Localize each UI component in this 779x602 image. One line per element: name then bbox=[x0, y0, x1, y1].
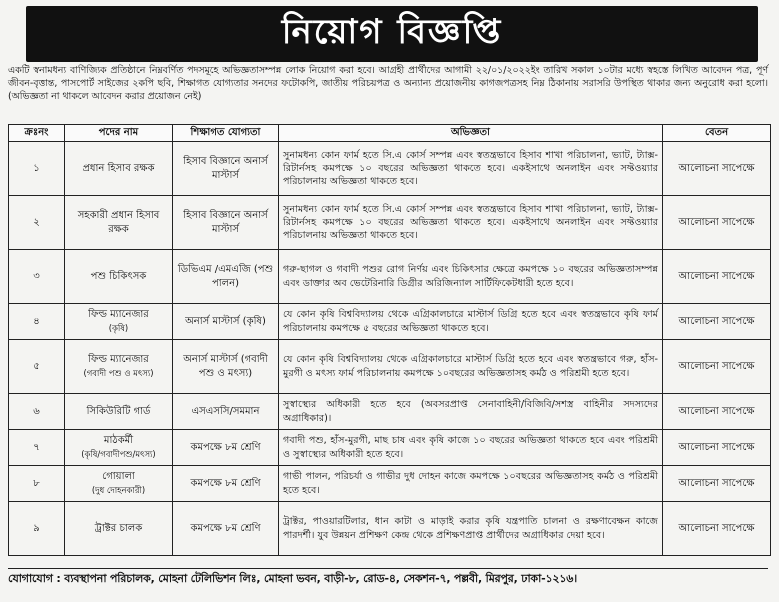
post-subtitle: (গবাদী পশু ও মৎস্য) bbox=[83, 367, 154, 378]
row-salary: আলোচনা সাপেক্ষে bbox=[663, 394, 771, 430]
row-experience: গাভী পালন, পরিচর্যা ও গাভীর দুধ দোহন কাজে কমপক্ষে ১০বছরের অভিজ্ঞতাসহ কর্মঠ ও পরিশ্রমী হতে হবে। bbox=[279, 466, 663, 502]
row-education: কমপক্ষে ৮ম শ্রেণি bbox=[173, 502, 279, 556]
contact-footer: যোগাযোগ : ব্যবস্থাপনা পরিচালক, মোহনা টেলিভিশন লিঃ, মোহনা ভবন, বাড়ী-৮, রোড-৪, সেকশন-৭, পল্লবী, মিরপুর, ঢাকা-১২১৬। bbox=[8, 568, 768, 589]
table-row bbox=[9, 394, 771, 430]
table-row bbox=[9, 142, 771, 196]
post-name: পশু চিকিৎসক bbox=[90, 270, 147, 282]
row-experience: গবাদী পশু, হাঁস-মুরগী, মাছ চাষ এবং কৃষি কাজে ১০ বছরের অভিজ্ঞতা থাকতে হবে এবং পরিশ্রমী ও সুস্বাস্থ্যের অধিকারী হতে হবে। bbox=[279, 430, 663, 466]
table-row bbox=[9, 250, 771, 304]
table-row bbox=[9, 304, 771, 340]
row-education: অনার্স মাস্টার্স (কৃষি) bbox=[173, 304, 279, 340]
row-post bbox=[65, 142, 173, 196]
header-education: শিক্ষাগত যোগ্যতা bbox=[173, 125, 279, 142]
row-education: হিসাব বিজ্ঞানে অনার্স মাস্টার্স bbox=[173, 196, 279, 250]
table-row bbox=[9, 466, 771, 502]
jobs-table bbox=[8, 124, 771, 556]
row-serial: ৩ bbox=[9, 250, 65, 304]
row-salary: আলোচনা সাপেক্ষে bbox=[663, 142, 771, 196]
post-name: প্রধান হিসাব রক্ষক bbox=[82, 162, 155, 174]
row-post bbox=[65, 430, 173, 466]
job-circular bbox=[4, 2, 775, 598]
row-education: ডিভিএম /এমএজি (পশু পালন) bbox=[173, 250, 279, 304]
header-serial: ক্রঃনং bbox=[9, 125, 65, 142]
row-serial: ১ bbox=[9, 142, 65, 196]
post-subtitle: (কৃষি) bbox=[108, 322, 129, 333]
row-salary: আলোচনা সাপেক্ষে bbox=[663, 304, 771, 340]
row-salary: আলোচনা সাপেক্ষে bbox=[663, 250, 771, 304]
table-row bbox=[9, 340, 771, 394]
post-name: মাঠকর্মী bbox=[103, 435, 134, 446]
row-education: কমপক্ষে ৮ম শ্রেণি bbox=[173, 466, 279, 502]
row-serial: ৮ bbox=[9, 466, 65, 502]
row-experience: সুনামধন্য কোন ফার্ম হতে সি.এ কোর্স সম্পন্ন এবং স্বতন্ত্রভাবে হিসাব শাখা পরিচালনা, ভ্যাট, ট্যাক্স-রিটার্নসহ কমপক্ষে ১০ বছরের অভিজ্ঞতা থাকতে হবে। একইসাথে অনলাইন এবং সফ্টওয়্যার পরিচালনায় অভিজ্ঞতা থাকতে হবে। bbox=[279, 196, 663, 250]
row-salary: আলোচনা সাপেক্ষে bbox=[663, 430, 771, 466]
header-salary: বেতন bbox=[663, 125, 771, 142]
row-salary: আলোচনা সাপেক্ষে bbox=[663, 502, 771, 556]
post-subtitle: (দুধ দোহনকারী) bbox=[91, 484, 146, 495]
row-education: এসএসসি/সমমান bbox=[173, 394, 279, 430]
row-serial: ৭ bbox=[9, 430, 65, 466]
row-experience: যে কোন কৃষি বিশ্ববিদ্যালয় থেকে এগ্রিকালচারে মাস্টার্স ডিগ্রি হতে হবে এবং স্বতন্ত্রভাবে গরু, হাঁস-মুরগী ও মৎস্য ফার্ম পরিচালনায় কমপক্ষে ১০বছরের অভিজ্ঞতাসহ কর্মঠ ও পরিশ্রমী হতে হবে। bbox=[279, 340, 663, 394]
row-education: কমপক্ষে ৮ম শ্রেণি bbox=[173, 430, 279, 466]
header-experience: অভিজ্ঞতা bbox=[279, 125, 663, 142]
row-post bbox=[65, 502, 173, 556]
table-row bbox=[9, 196, 771, 250]
row-serial: ২ bbox=[9, 196, 65, 250]
row-post bbox=[65, 250, 173, 304]
row-post bbox=[65, 304, 173, 340]
row-education: হিসাব বিজ্ঞানে অনার্স মাস্টার্স bbox=[173, 142, 279, 196]
row-salary: আলোচনা সাপেক্ষে bbox=[663, 340, 771, 394]
row-post bbox=[65, 394, 173, 430]
row-post bbox=[65, 340, 173, 394]
row-experience: সুস্বাস্থ্যের অধিকারী হতে হবে (অবসরপ্রাপ্ত সেনাবাহিনী/বিজিবি/সশস্ত্র বাহিনীর সদস্যদের অগ্রাধিকার)। bbox=[279, 394, 663, 430]
table-row bbox=[9, 502, 771, 556]
post-name: গোয়ালা bbox=[102, 471, 135, 482]
intro-paragraph: একটি স্বনামধন্য বাণিজ্যিক প্রতিষ্ঠানে নিম্নবর্ণিত পদসমূহে অভিজ্ঞতাসম্পন্ন লোক নিয়োগ করা হবে। আগ্রহী প্রার্থীদের আগামী ২২/০১/২০২২ইং তারিখ সকাল ১০টার মধ্যে স্বহস্তে লিখিত আবেদন পত্র, পূর্ণ জীবন-বৃত্তান্ত, পাসপোর্ট সাইজের ২কপি ছবি, শিক্ষাগত যোগ্যতার সনদের ফটোকপি, জাতীয় পরিচয়পত্র ও অন্যান্য প্রয়োজনীয় কাগজপত্রসহ নিম্ন ঠিকানায় সরাসরি উপস্থিত থাকার জন্য অনুরোধ করা হলো। (অভিজ্ঞতা না থাকলে আবেদন করার প্রয়োজন নেই) bbox=[8, 65, 768, 103]
row-experience: সুনামধন্য কোন ফার্ম হতে সি.এ কোর্স সম্পন্ন এবং স্বতন্ত্রভাবে হিসাব শাখা পরিচালনা, ভ্যাট, ট্যাক্স-রিটার্নসহ কমপক্ষে ১০ বছরের অভিজ্ঞতা থাকতে হবে। একইসাথে অনলাইন এবং সফ্টওয়্যার পরিচালনায় অভিজ্ঞতা থাকতে হবে। bbox=[279, 142, 663, 196]
table-row bbox=[9, 430, 771, 466]
post-name: সহকারী প্রধান হিসাব রক্ষক bbox=[77, 210, 160, 235]
page-title: নিয়োগ বিজ্ঞপ্তি bbox=[26, 6, 758, 62]
post-name: ট্রাক্টর চালক bbox=[94, 522, 143, 534]
post-name: সিকিউরিটি গার্ড bbox=[86, 405, 151, 417]
post-name: ফিল্ড ম্যানেজার bbox=[88, 309, 149, 320]
row-serial: ৬ bbox=[9, 394, 65, 430]
row-salary: আলোচনা সাপেক্ষে bbox=[663, 196, 771, 250]
row-experience: গরু-ছাগল ও গবাদী পশুর রোগ নির্ণয় এবং চিকিৎসার ক্ষেত্রে কমপক্ষে ১০ বছরের অভিজ্ঞতাসম্পন্ন এবং ডাক্তার অব ভেটেরিনারি ডিগ্রীর অরিজিন্যাল সার্টিফিকেটধারী হতে হবে। bbox=[279, 250, 663, 304]
post-subtitle: (কৃষি/গবাদীপশু/মৎস্য) bbox=[81, 448, 156, 459]
row-experience: ট্রাক্টর, পাওয়ারটিলার, ধান কাটা ও মাড়াই করার কৃষি যন্ত্রপাতি চালনা ও রক্ষণাবেক্ষন কাজে পারদর্শী। যুব উন্নয়ন প্রশিক্ষণ কেন্দ্র থেকে প্রশিক্ষণপ্রাপ্ত প্রার্থীদের অগ্রাধিকার দেয়া হবে। bbox=[279, 502, 663, 556]
row-education: অনার্স মাস্টার্স (গবাদী পশু ও মৎস্য) bbox=[173, 340, 279, 394]
row-serial: ৪ bbox=[9, 304, 65, 340]
row-experience: যে কোন কৃষি বিশ্ববিদ্যালয় থেকে এগ্রিকালচারে মাস্টার্স ডিগ্রি হতে হবে এবং স্বতন্ত্রভাবে কৃষি ফার্ম পরিচালনায় কমপক্ষে ৫ বছরের অভিজ্ঞতা থাকতে হবে। bbox=[279, 304, 663, 340]
header-post: পদের নাম bbox=[65, 125, 173, 142]
row-post bbox=[65, 466, 173, 502]
row-serial: ৯ bbox=[9, 502, 65, 556]
row-serial: ৫ bbox=[9, 340, 65, 394]
table-header-row bbox=[9, 125, 771, 142]
row-post bbox=[65, 196, 173, 250]
row-salary: আলোচনা সাপেক্ষে bbox=[663, 466, 771, 502]
post-name: ফিল্ড ম্যানেজার bbox=[88, 354, 149, 365]
